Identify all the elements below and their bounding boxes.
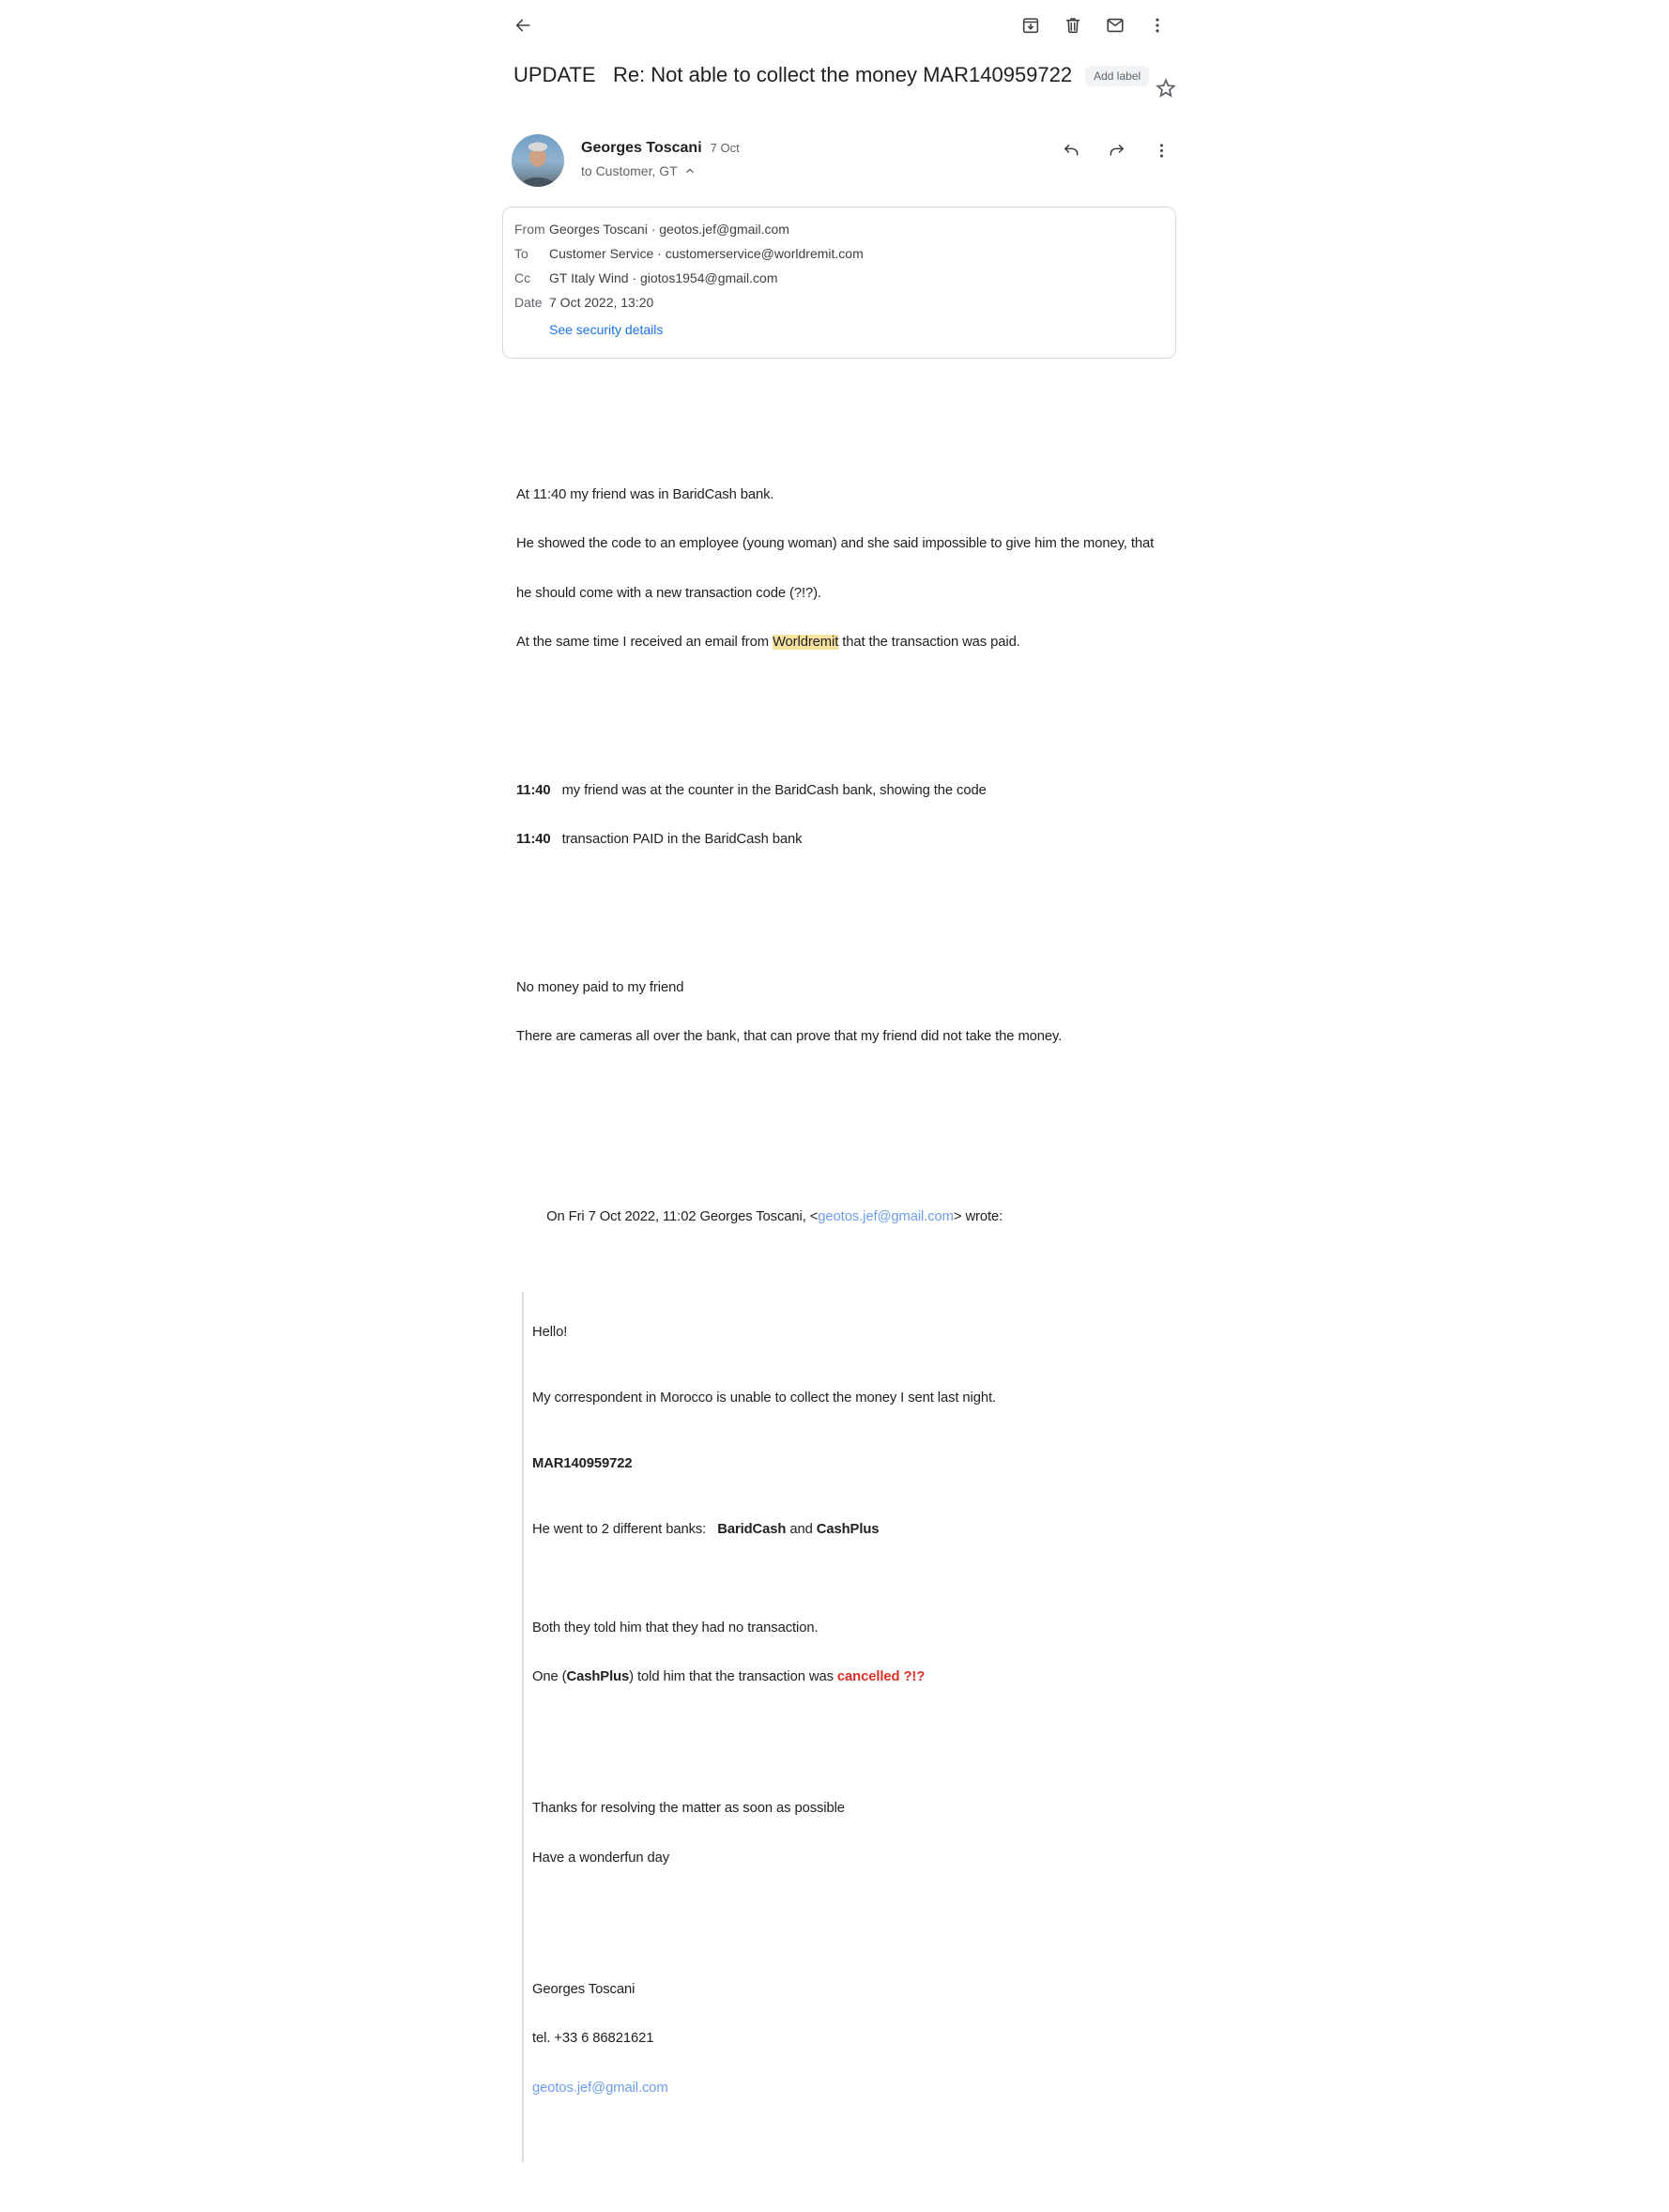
body-line: There are cameras all over the bank, that can prove that my friend did not take the money. — [516, 1029, 1063, 1044]
email-content-column — [502, 0, 1182, 2212]
star-outline-icon — [1154, 76, 1178, 100]
quote-line: Both they told him that they had no transaction. — [532, 1620, 819, 1636]
quote-banks-line: He went to 2 different banks: BaridCash and CashPlus — [532, 1521, 880, 1537]
quote-attribution: On Fri 7 Oct 2022, 11:02 Georges Toscani, <geotos.jef@gmail.com> wrote: — [546, 1209, 1003, 1224]
timeline-line: 11:40 transaction PAID in the BaridCash bank — [516, 832, 803, 847]
chevron-up-icon — [682, 163, 697, 178]
quote-signature — [532, 1949, 1182, 2130]
recipients-toggle[interactable] — [581, 163, 740, 178]
detail-label: To — [514, 246, 528, 261]
detail-value: Georges Toscani · geotos.jef@gmail.com — [549, 222, 789, 237]
message-more-button[interactable] — [1150, 139, 1172, 161]
detail-value: Customer Service · customerservice@worldremit.com — [549, 246, 864, 261]
recipients-label: to Customer, GT — [581, 163, 678, 178]
archive-button[interactable] — [1019, 14, 1042, 37]
quote-line: Have a wonderfun day — [532, 1850, 670, 1866]
signature-phone: tel. +33 6 86821621 — [532, 2031, 654, 2046]
trash-icon — [1063, 15, 1083, 36]
quote-closing — [532, 1768, 1182, 1899]
sender-name: Georges Toscani — [581, 140, 702, 156]
forward-icon — [1107, 141, 1126, 161]
detail-row-cc — [514, 270, 1162, 285]
reply-icon — [1062, 141, 1081, 161]
security-details-link[interactable]: See security details — [549, 322, 664, 337]
toolbar-right-group — [1019, 14, 1169, 37]
body-line: At 11:40 my friend was in BaridCash bank. — [516, 486, 774, 502]
more-vert-icon — [1152, 141, 1171, 161]
message-details-card — [502, 207, 1176, 359]
more-options-button[interactable] — [1146, 14, 1169, 37]
signature-email-line — [532, 2081, 1182, 2097]
cancelled-alert-text: cancelled ?!? — [836, 1669, 926, 1684]
mail-icon — [1105, 15, 1125, 36]
signature-name: Georges Toscani — [532, 1981, 635, 1997]
add-label-chip[interactable]: Add label — [1085, 66, 1149, 86]
quote-greeting: Hello! — [532, 1324, 568, 1340]
top-toolbar — [502, 0, 1182, 37]
signature-email-link[interactable]: geotos.jef@gmail.com — [532, 2080, 668, 2096]
subject-row — [513, 61, 1182, 100]
quote-line: My correspondent in Morocco is unable to collect the money I sent last night. — [532, 1390, 997, 1406]
timeline-line: 11:40 my friend was at the counter in the BaridCash bank, showing the code — [516, 782, 987, 798]
archive-icon — [1020, 15, 1041, 36]
email-body — [516, 405, 1182, 2212]
detail-label: From — [514, 222, 545, 237]
quote-line: One (CashPlus) told him that the transaction was cancelled ?!? — [532, 1669, 926, 1684]
mark-unread-button[interactable] — [1104, 14, 1126, 37]
quoted-message — [522, 1292, 1182, 2163]
body-timeline — [516, 750, 1182, 882]
detail-label: Date — [514, 295, 543, 310]
message-date: 7 Oct — [710, 141, 740, 155]
back-button[interactable] — [512, 14, 534, 37]
message-actions — [1060, 134, 1172, 187]
detail-value: GT Italy Wind · giotos1954@gmail.com — [549, 270, 778, 285]
detail-value: 7 Oct 2022, 13:20 — [549, 295, 654, 310]
back-arrow-icon — [513, 15, 533, 36]
more-vert-icon — [1147, 15, 1168, 36]
reply-button[interactable] — [1060, 139, 1082, 161]
quote-transaction-lines — [532, 1588, 1182, 1719]
body-paragraph-3 — [516, 947, 1182, 1079]
subject-title: UPDATE Re: Not able to collect the money MAR140959722 — [513, 63, 1073, 86]
sender-meta — [581, 134, 740, 187]
forward-button[interactable] — [1105, 139, 1127, 161]
delete-button[interactable] — [1062, 14, 1084, 37]
attribution-email-link[interactable]: geotos.jef@gmail.com — [818, 1209, 954, 1224]
body-line: he should come with a new transaction code (?!?). — [516, 585, 821, 601]
body-line: No money paid to my friend — [516, 979, 684, 995]
sender-line — [581, 140, 740, 157]
body-paragraph-1 — [516, 454, 1182, 684]
highlighted-term: Worldremit — [772, 635, 839, 650]
quote-line: Thanks for resolving the matter as soon as possible — [532, 1801, 845, 1816]
message-header — [512, 134, 1182, 187]
detail-row-date — [514, 295, 1162, 310]
body-line: At the same time I received an email from Worldremit that the transaction was paid. — [516, 635, 1020, 650]
body-line: He showed the code to an employee (young woman) and she said impossible to give him the money, that — [516, 536, 1155, 551]
detail-label: Cc — [514, 270, 531, 285]
detail-row-to — [514, 246, 1162, 261]
sender-avatar[interactable] — [512, 134, 564, 187]
quote-reference: MAR140959722 — [532, 1455, 633, 1471]
star-button[interactable] — [1154, 76, 1178, 100]
detail-row-from — [514, 222, 1162, 237]
